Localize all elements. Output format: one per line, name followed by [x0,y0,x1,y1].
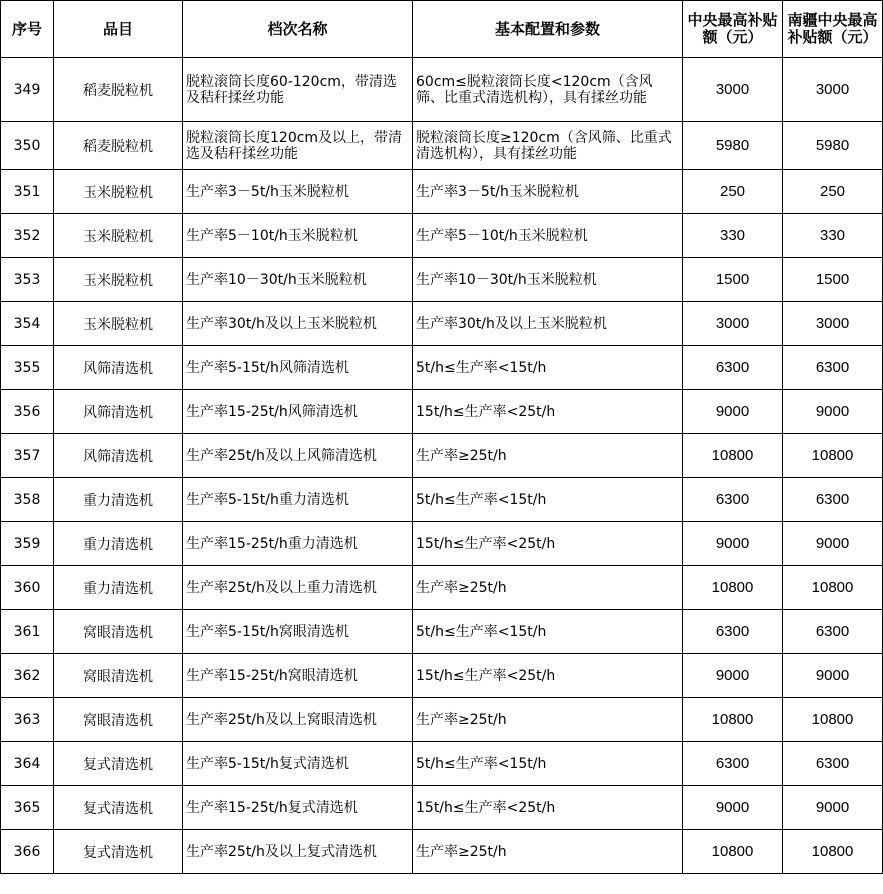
cell-no: 362 [1,654,54,698]
cell-item: 稻麦脱粒机 [54,58,183,122]
cell-item: 复式清选机 [54,830,183,874]
cell-no: 349 [1,58,54,122]
table-row [1,434,883,478]
cell-no: 352 [1,214,54,258]
cell-grade: 脱粒滚筒长度60-120cm，带清选及秸秆揉丝功能 [183,58,413,122]
cell-central-subsidy: 3000 [683,302,783,346]
table-row [1,654,883,698]
cell-item: 玉米脱粒机 [54,258,183,302]
cell-no: 353 [1,258,54,302]
cell-no: 365 [1,786,54,830]
cell-grade: 生产率15-25t/h窝眼清选机 [183,654,413,698]
cell-central-subsidy: 250 [683,170,783,214]
cell-spec: 15t/h≤生产率<25t/h [413,654,683,698]
cell-central-subsidy: 10800 [683,698,783,742]
cell-south-xinjiang-subsidy: 10800 [783,434,883,478]
cell-central-subsidy: 9000 [683,786,783,830]
cell-item: 玉米脱粒机 [54,302,183,346]
cell-grade: 生产率25t/h及以上重力清选机 [183,566,413,610]
cell-south-xinjiang-subsidy: 9000 [783,654,883,698]
table-row [1,58,883,122]
cell-south-xinjiang-subsidy: 3000 [783,302,883,346]
cell-spec: 生产率≥25t/h [413,830,683,874]
header-grade: 档次名称 [183,1,413,58]
cell-no: 360 [1,566,54,610]
cell-central-subsidy: 9000 [683,390,783,434]
cell-item: 窝眼清选机 [54,698,183,742]
cell-central-subsidy: 3000 [683,58,783,122]
table-row [1,170,883,214]
cell-no: 366 [1,830,54,874]
cell-south-xinjiang-subsidy: 6300 [783,610,883,654]
cell-item: 复式清选机 [54,742,183,786]
cell-item: 风筛清选机 [54,346,183,390]
table-row [1,830,883,874]
header-item: 品目 [54,1,183,58]
cell-spec: 生产率10－30t/h玉米脱粒机 [413,258,683,302]
cell-south-xinjiang-subsidy: 10800 [783,698,883,742]
cell-spec: 生产率5－10t/h玉米脱粒机 [413,214,683,258]
cell-spec: 15t/h≤生产率<25t/h [413,522,683,566]
cell-no: 363 [1,698,54,742]
cell-item: 复式清选机 [54,786,183,830]
cell-spec: 15t/h≤生产率<25t/h [413,390,683,434]
cell-central-subsidy: 10800 [683,434,783,478]
cell-spec: 生产率≥25t/h [413,698,683,742]
cell-south-xinjiang-subsidy: 330 [783,214,883,258]
cell-grade: 生产率15-25t/h重力清选机 [183,522,413,566]
header-row [1,1,883,58]
cell-no: 355 [1,346,54,390]
cell-south-xinjiang-subsidy: 6300 [783,742,883,786]
cell-item: 风筛清选机 [54,390,183,434]
cell-grade: 生产率10－30t/h玉米脱粒机 [183,258,413,302]
cell-no: 356 [1,390,54,434]
cell-no: 361 [1,610,54,654]
cell-central-subsidy: 1500 [683,258,783,302]
cell-spec: 生产率≥25t/h [413,434,683,478]
cell-item: 重力清选机 [54,566,183,610]
cell-grade: 生产率5-15t/h风筛清选机 [183,346,413,390]
cell-grade: 生产率25t/h及以上风筛清选机 [183,434,413,478]
cell-south-xinjiang-subsidy: 3000 [783,58,883,122]
cell-no: 357 [1,434,54,478]
cell-grade: 生产率15-25t/h复式清选机 [183,786,413,830]
cell-item: 重力清选机 [54,478,183,522]
cell-grade: 脱粒滚筒长度120cm及以上，带清选及秸秆揉丝功能 [183,122,413,170]
header-central-subsidy: 中央最高补贴额（元） [683,1,783,58]
table-row [1,566,883,610]
cell-spec: 60cm≤脱粒滚筒长度<120cm（含风筛、比重式清选机构），具有揉丝功能 [413,58,683,122]
cell-south-xinjiang-subsidy: 6300 [783,346,883,390]
cell-south-xinjiang-subsidy: 10800 [783,566,883,610]
cell-grade: 生产率25t/h及以上窝眼清选机 [183,698,413,742]
cell-south-xinjiang-subsidy: 9000 [783,390,883,434]
cell-central-subsidy: 6300 [683,346,783,390]
cell-item: 重力清选机 [54,522,183,566]
cell-no: 351 [1,170,54,214]
table-row [1,478,883,522]
cell-spec: 脱粒滚筒长度≥120cm（含风筛、比重式清选机构），具有揉丝功能 [413,122,683,170]
table-row [1,122,883,170]
table-row [1,522,883,566]
cell-central-subsidy: 9000 [683,654,783,698]
cell-south-xinjiang-subsidy: 9000 [783,522,883,566]
cell-grade: 生产率15-25t/h风筛清选机 [183,390,413,434]
cell-item: 窝眼清选机 [54,610,183,654]
cell-grade: 生产率5-15t/h窝眼清选机 [183,610,413,654]
table-row [1,390,883,434]
table-row [1,742,883,786]
cell-central-subsidy: 6300 [683,478,783,522]
cell-south-xinjiang-subsidy: 250 [783,170,883,214]
table-row [1,786,883,830]
cell-grade: 生产率5-15t/h复式清选机 [183,742,413,786]
cell-spec: 5t/h≤生产率<15t/h [413,610,683,654]
cell-central-subsidy: 6300 [683,742,783,786]
cell-south-xinjiang-subsidy: 1500 [783,258,883,302]
cell-item: 窝眼清选机 [54,654,183,698]
table-row [1,346,883,390]
cell-spec: 生产率30t/h及以上玉米脱粒机 [413,302,683,346]
cell-spec: 15t/h≤生产率<25t/h [413,786,683,830]
cell-no: 350 [1,122,54,170]
cell-central-subsidy: 10800 [683,830,783,874]
cell-grade: 生产率3－5t/h玉米脱粒机 [183,170,413,214]
header-no: 序号 [1,1,54,58]
table-row [1,214,883,258]
cell-spec: 生产率≥25t/h [413,566,683,610]
cell-south-xinjiang-subsidy: 5980 [783,122,883,170]
cell-no: 359 [1,522,54,566]
cell-central-subsidy: 330 [683,214,783,258]
cell-grade: 生产率5-15t/h重力清选机 [183,478,413,522]
cell-item: 玉米脱粒机 [54,170,183,214]
cell-spec: 5t/h≤生产率<15t/h [413,478,683,522]
cell-grade: 生产率5－10t/h玉米脱粒机 [183,214,413,258]
cell-south-xinjiang-subsidy: 6300 [783,478,883,522]
cell-item: 稻麦脱粒机 [54,122,183,170]
cell-spec: 5t/h≤生产率<15t/h [413,742,683,786]
cell-south-xinjiang-subsidy: 9000 [783,786,883,830]
cell-central-subsidy: 6300 [683,610,783,654]
cell-grade: 生产率25t/h及以上复式清选机 [183,830,413,874]
cell-no: 358 [1,478,54,522]
cell-central-subsidy: 9000 [683,522,783,566]
table-row [1,302,883,346]
table-row [1,258,883,302]
cell-item: 风筛清选机 [54,434,183,478]
header-south-xinjiang-subsidy: 南疆中央最高补贴额（元） [783,1,883,58]
header-spec: 基本配置和参数 [413,1,683,58]
cell-central-subsidy: 10800 [683,566,783,610]
cell-spec: 生产率3－5t/h玉米脱粒机 [413,170,683,214]
cell-south-xinjiang-subsidy: 10800 [783,830,883,874]
cell-no: 354 [1,302,54,346]
cell-no: 364 [1,742,54,786]
cell-spec: 5t/h≤生产率<15t/h [413,346,683,390]
table-row [1,610,883,654]
table-row [1,698,883,742]
cell-item: 玉米脱粒机 [54,214,183,258]
cell-central-subsidy: 5980 [683,122,783,170]
cell-grade: 生产率30t/h及以上玉米脱粒机 [183,302,413,346]
